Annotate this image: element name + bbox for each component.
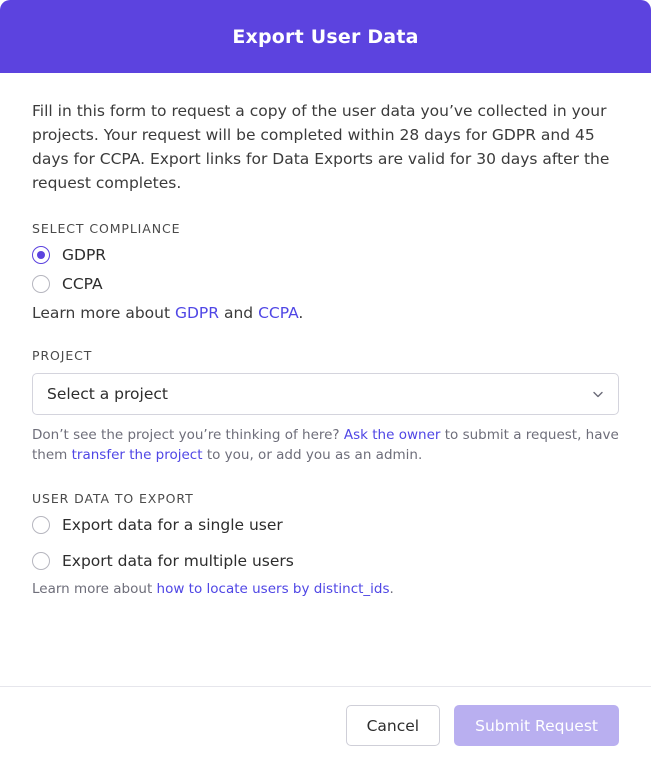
radio-gdpr-icon[interactable] bbox=[32, 246, 50, 264]
radio-ccpa-icon[interactable] bbox=[32, 275, 50, 293]
compliance-section-label: SELECT COMPLIANCE bbox=[32, 221, 181, 236]
radio-option-single-user[interactable] bbox=[32, 516, 619, 534]
radio-ccpa-label: CCPA bbox=[62, 275, 103, 293]
note-suffix: . bbox=[389, 581, 394, 597]
radio-option-gdpr[interactable] bbox=[32, 246, 619, 264]
user-data-section-label: USER DATA TO EXPORT bbox=[32, 491, 194, 506]
link-gdpr[interactable]: GDPR bbox=[174, 304, 220, 322]
radio-multiple-users-label: Export data for multiple users bbox=[62, 552, 294, 570]
hint-prefix: Don’t see the project you’re thinking of here? bbox=[32, 427, 344, 443]
compliance-learn-more bbox=[32, 304, 619, 322]
cancel-button[interactable]: Cancel bbox=[346, 705, 441, 746]
radio-option-ccpa[interactable] bbox=[32, 275, 619, 293]
learn-prefix: Learn more about bbox=[32, 304, 175, 322]
project-select-wrapper bbox=[32, 373, 619, 415]
project-section-label: PROJECT bbox=[32, 348, 93, 363]
dialog-body bbox=[0, 73, 651, 686]
link-transfer-the-project[interactable]: transfer the project bbox=[71, 447, 203, 463]
submit-request-button[interactable]: Submit Request bbox=[454, 705, 619, 746]
intro-text: Fill in this form to request a copy of the user data you’ve collected in your projects. Your request will be completed within 28 days for GDPR and 45 days for CCPA. Export links for Data Exports are valid for 30 days after the request completes. bbox=[32, 102, 610, 192]
link-locate-users-distinct-ids[interactable]: how to locate users by distinct_ids bbox=[156, 581, 390, 597]
radio-single-user-icon[interactable] bbox=[32, 516, 50, 534]
radio-gdpr-label: GDPR bbox=[62, 246, 107, 264]
radio-multiple-users-icon[interactable] bbox=[32, 552, 50, 570]
page-title: Export User Data bbox=[232, 25, 419, 48]
radio-option-multiple-users[interactable] bbox=[32, 552, 619, 570]
hint-middle: to submit a request, have them bbox=[32, 427, 619, 463]
dialog-header bbox=[0, 0, 651, 73]
note-prefix: Learn more about bbox=[32, 581, 157, 597]
project-select[interactable] bbox=[32, 373, 619, 415]
link-ask-the-owner[interactable]: Ask the owner bbox=[343, 427, 441, 443]
link-ccpa[interactable]: CCPA bbox=[258, 304, 299, 322]
radio-single-user-label: Export data for a single user bbox=[62, 516, 283, 534]
hint-suffix: to you, or add you as an admin. bbox=[202, 447, 423, 463]
dialog-footer bbox=[0, 686, 651, 764]
learn-suffix: . bbox=[298, 304, 304, 322]
project-hint bbox=[32, 425, 619, 465]
learn-middle: and bbox=[219, 304, 259, 322]
user-data-note bbox=[32, 581, 619, 597]
